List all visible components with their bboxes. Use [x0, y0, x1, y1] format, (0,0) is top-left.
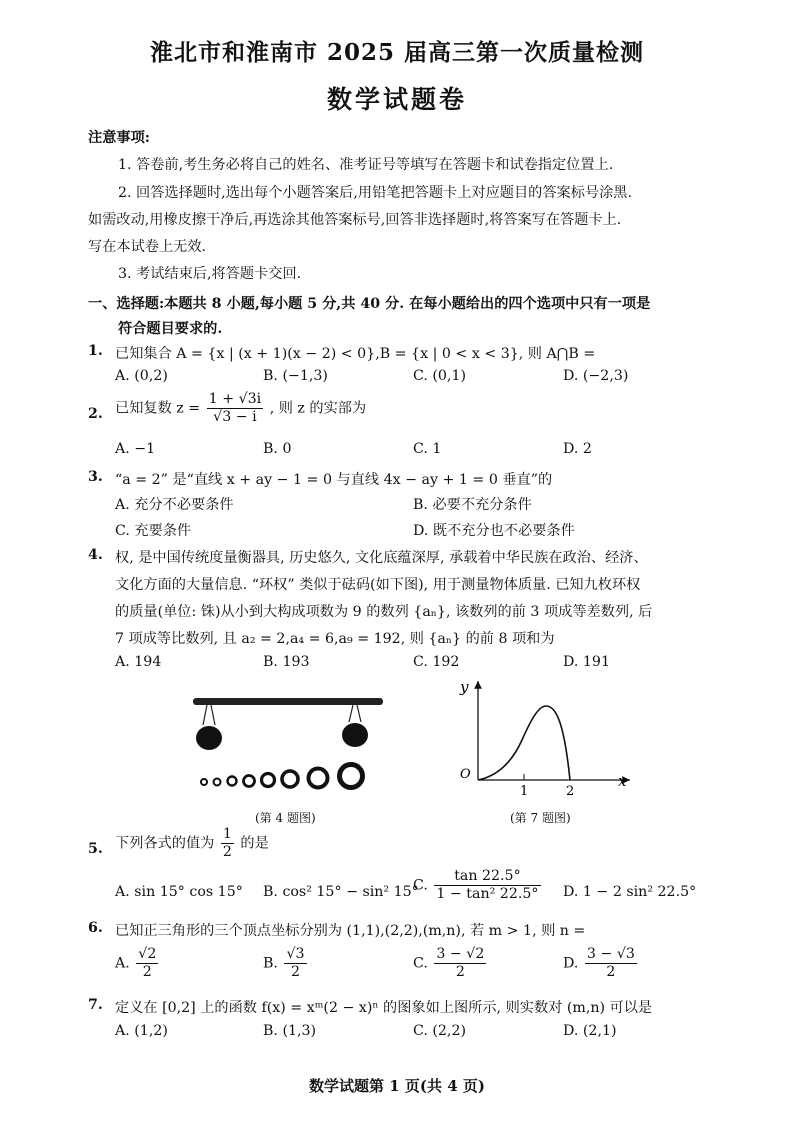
q4-option-c: C. 192	[413, 654, 460, 670]
q1-option-d: D. (−2,3)	[563, 368, 629, 384]
origin-label: O	[460, 767, 471, 782]
q6-option-d	[563, 946, 639, 981]
q5-option-c	[413, 868, 543, 903]
notice-item-3: 3. 考试结束后,将答题卡交回.	[118, 266, 302, 282]
q2-option-c: C. 1	[413, 441, 442, 457]
ring-2	[214, 779, 221, 786]
figure-7-graph	[450, 676, 640, 801]
q7-option-c: C. (2,2)	[413, 1023, 467, 1039]
figure-4-caption: (第 4 题图)	[255, 811, 316, 825]
ring-6	[282, 771, 298, 787]
right-string-2	[357, 705, 361, 722]
y-axis-label: y	[460, 678, 469, 696]
q6-option-c-num: 3 − √2	[436, 946, 485, 962]
q6-option-b	[263, 946, 309, 981]
q2-frac-den: √3 − i	[213, 409, 257, 425]
q2-stem	[115, 391, 366, 426]
function-curve	[478, 706, 570, 780]
q6-option-c-fraction	[434, 946, 486, 981]
balance-beam	[193, 698, 383, 705]
q6-option-a	[115, 946, 160, 981]
q5-option-a: A. sin 15° cos 15°	[115, 884, 243, 900]
q4-line-3: 的质量(单位: 铢)从小到大构成项数为 9 的数列 {aₙ}, 该数列的前 3 项成等差数列, 后	[115, 604, 653, 620]
q5-option-c-den: 1 − tan² 22.5°	[436, 886, 539, 902]
q6-option-d-fraction	[585, 946, 637, 981]
q7-stem: 定义在 [0,2] 上的函数 f(x) = xᵐ(2 − x)ⁿ 的图象如上图所示, 则实数对 (m,n) 可以是	[115, 1000, 653, 1016]
q5-frac-den: 2	[222, 844, 232, 860]
figure-7-caption: (第 7 题图)	[510, 811, 571, 825]
q2-option-a: A. −1	[115, 441, 156, 457]
q6-option-d-label: D.	[563, 955, 579, 972]
q1-option-a: A. (0,2)	[115, 368, 168, 384]
q7-number: 7.	[88, 997, 103, 1013]
q6-option-d-num: 3 − √3	[586, 946, 635, 962]
q4-line-1: 权, 是中国传统度量衡器具, 历史悠久, 文化底蕴深厚, 承载着中华民族在政治、经济、	[115, 550, 648, 566]
q6-option-c-den: 2	[455, 964, 465, 980]
q6-option-c-label: C.	[413, 955, 428, 972]
q3-option-a: A. 充分不必要条件	[115, 497, 234, 513]
left-string	[203, 705, 207, 725]
q7-option-a: A. (1,2)	[115, 1023, 168, 1039]
ring-3	[228, 777, 237, 786]
x-axis-label: x	[618, 772, 627, 790]
q5-stem-post: 的是	[240, 835, 269, 852]
notice-item-2: 2. 回答选择题时,选出每个小题答案后,用铅笔把答题卡上对应题目的答案标号涂黑.	[118, 185, 632, 201]
q4-option-b: B. 193	[263, 654, 310, 670]
q2-option-b: B. 0	[263, 441, 292, 457]
q3-option-d: D. 既不充分也不必要条件	[413, 523, 575, 539]
q4-line-4: 7 项成等比数列, 且 a₂ = 2,a₄ = 6,a₉ = 192, 则 {aₙ} 的前 8 项和为	[115, 631, 555, 647]
ring-1	[201, 779, 207, 785]
tick-label-1: 1	[520, 784, 529, 799]
notice-heading: 注意事项:	[88, 130, 150, 146]
left-weight	[196, 726, 222, 750]
q3-stem: “a = 2” 是“直线 x + ay − 1 = 0 与直线 4x − ay + 1 = 0 垂直”的	[115, 472, 553, 488]
exam-title: 淮北市和淮南市 2025 届高三第一次质量检测	[149, 39, 645, 66]
q5-option-c-num: tan 22.5°	[434, 868, 540, 886]
q6-stem: 已知正三角形的三个顶点坐标分别为 (1,1),(2,2),(m,n), 若 m > 1, 则 n =	[115, 923, 586, 939]
q6-option-a-fraction	[136, 946, 158, 981]
q2-option-d: D. 2	[563, 441, 592, 457]
right-string	[349, 705, 353, 722]
q6-option-a-label: A.	[115, 955, 130, 972]
section-heading-cont: 符合题目要求的.	[118, 321, 223, 337]
q5-option-d: D. 1 − 2 sin² 22.5°	[563, 884, 697, 900]
page-footer: 数学试题第 1 页(共 4 页)	[309, 1077, 485, 1095]
ring-4	[244, 776, 255, 787]
notice-item-2-end: 写在本试卷上无效.	[88, 239, 207, 255]
q5-stem	[115, 826, 269, 861]
q2-number: 2.	[88, 406, 103, 422]
q4-option-d: D. 191	[563, 654, 610, 670]
q1-stem: 已知集合 A = {x | (x + 1)(x − 2) < 0},B = {x | 0 < x < 3}, 则 A⋂B =	[115, 346, 596, 362]
ring-5	[262, 774, 275, 787]
q2-stem-pre: 已知复数 z =	[115, 400, 201, 417]
q5-number: 5.	[88, 841, 103, 857]
q6-option-b-label: B.	[263, 955, 278, 972]
q4-number: 4.	[88, 547, 103, 563]
q1-number: 1.	[88, 343, 103, 359]
q6-option-c	[413, 946, 488, 981]
q6-option-d-den: 2	[606, 964, 616, 980]
exam-subtitle: 数学试题卷	[326, 85, 467, 114]
ring-8	[340, 765, 363, 788]
left-string-2	[211, 705, 215, 725]
q6-option-b-fraction	[284, 946, 306, 981]
q7-option-d: D. (2,1)	[563, 1023, 617, 1039]
q3-option-c: C. 充要条件	[115, 523, 192, 539]
q4-option-a: A. 194	[115, 654, 162, 670]
q1-option-c: C. (0,1)	[413, 368, 467, 384]
q5-frac-num: 1	[222, 826, 232, 842]
q3-number: 3.	[88, 469, 103, 485]
notice-item-1: 1. 答卷前,考生务必将自己的姓名、准考证号等填写在答题卡和试卷指定位置上.	[118, 157, 614, 173]
tick-label-2: 2	[566, 784, 575, 799]
q6-option-a-den: 2	[142, 964, 152, 980]
q6-option-b-den: 2	[290, 964, 300, 980]
q2-fraction	[207, 391, 264, 426]
q1-option-b: B. (−1,3)	[263, 368, 328, 384]
q5-option-c-label: C.	[413, 877, 428, 894]
q3-option-b: B. 必要不充分条件	[413, 497, 532, 513]
q5-option-c-fraction	[434, 868, 540, 903]
q2-stem-post: , 则 z 的实部为	[269, 400, 367, 417]
notice-item-2-cont: 如需改动,用橡皮擦干净后,再选涂其他答案标号,回答非选择题时,将答案写在答题卡上.	[88, 212, 622, 228]
q6-option-b-num: √3	[286, 946, 305, 962]
q6-option-a-num: √2	[138, 946, 157, 962]
q4-line-2: 文化方面的大量信息. “环权” 类似于砝码(如下图), 用于测量物体质量. 已知九枚环权	[115, 577, 641, 593]
q5-fraction	[221, 826, 234, 861]
section-heading: 一、选择题:本题共 8 小题,每小题 5 分,共 40 分. 在每小题给出的四个选项中只有一项是	[88, 296, 651, 312]
figure-4-ring-weights	[185, 690, 395, 805]
right-weight	[342, 723, 368, 747]
q2-frac-num: 1 + √3i	[208, 391, 262, 407]
q5-stem-pre: 下列各式的值为	[115, 835, 215, 852]
q5-option-b: B. cos² 15° − sin² 15°	[263, 884, 419, 900]
q7-option-b: B. (1,3)	[263, 1023, 317, 1039]
ring-7	[309, 769, 328, 788]
q6-number: 6.	[88, 920, 103, 936]
